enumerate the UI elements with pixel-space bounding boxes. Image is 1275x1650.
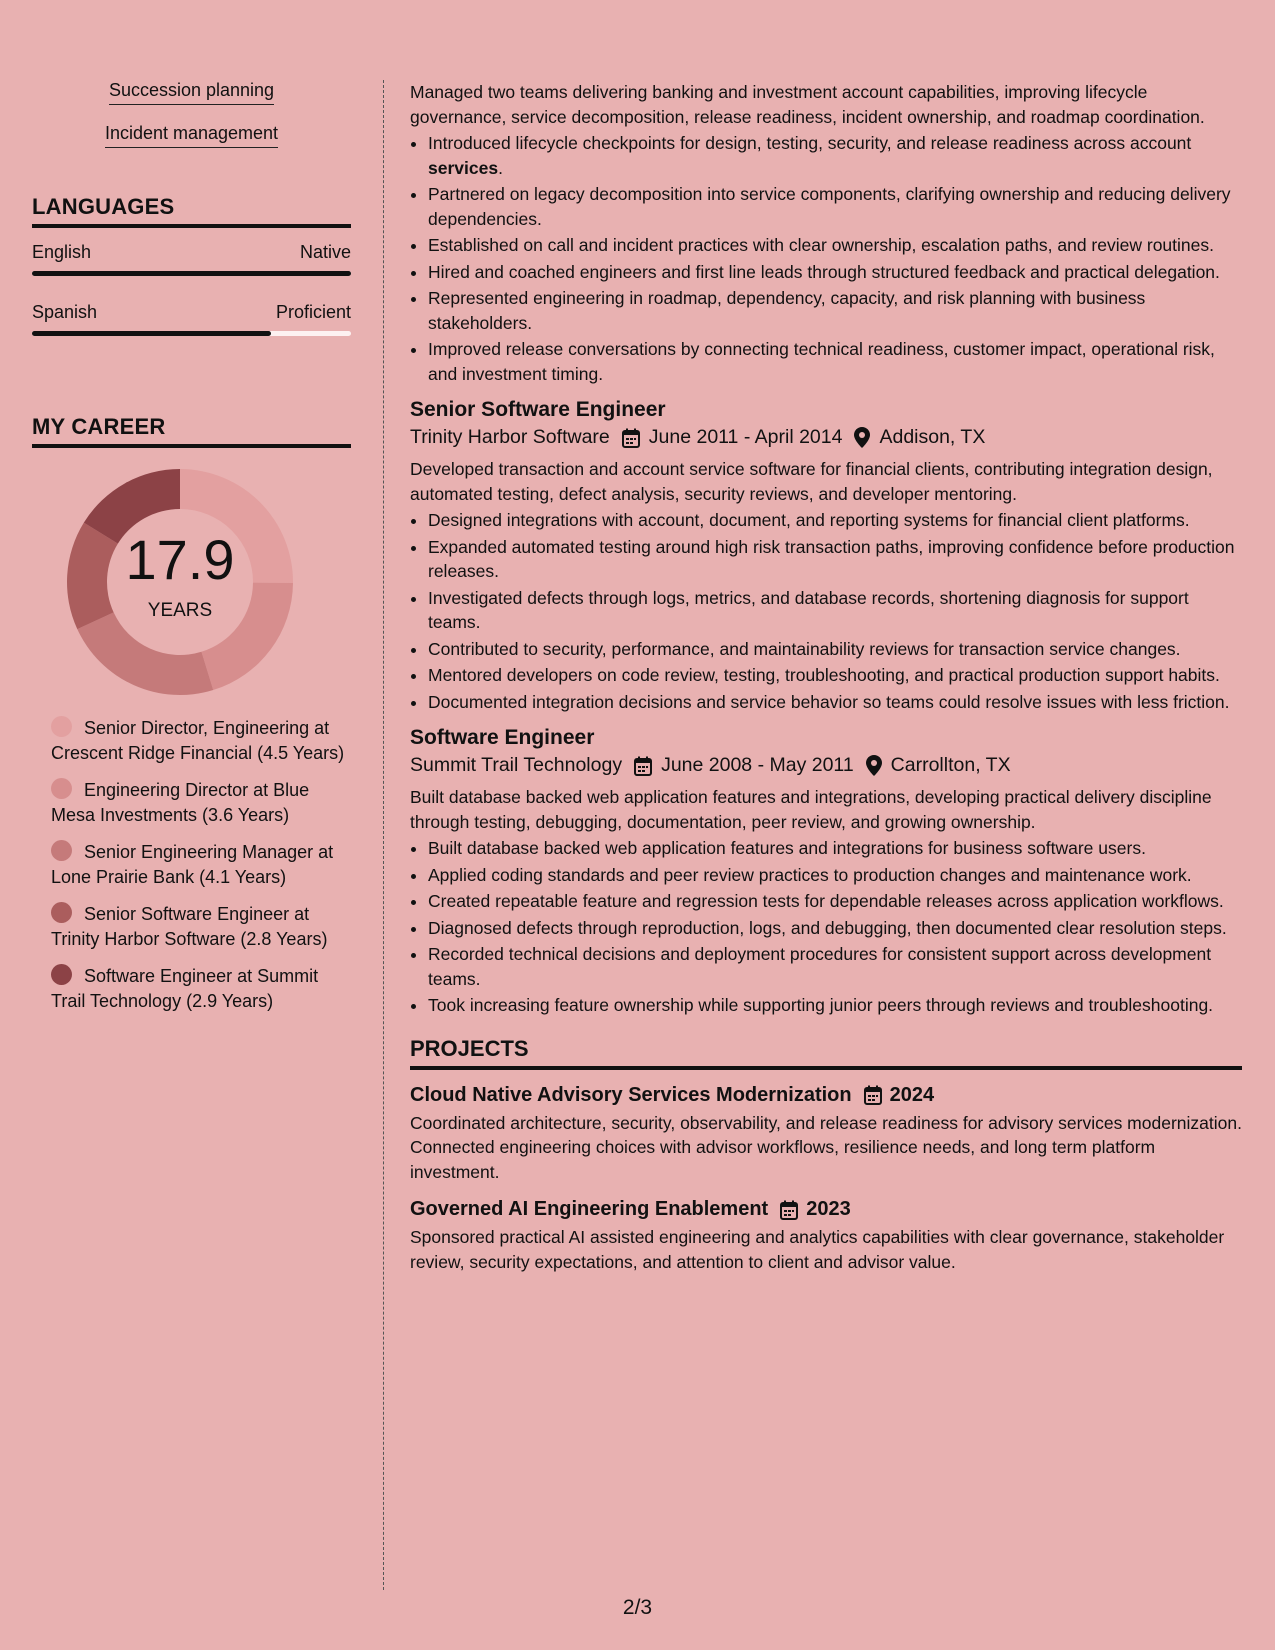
- career-donut-segment-3: [77, 612, 213, 695]
- project-item: [410, 1084, 1242, 1185]
- legend-label: Senior Software Engineer at Trinity Harbor Software (2.8 Years): [51, 904, 328, 949]
- bullet-item: • Improved release conversations by connecting technical readiness, customer impact, operational risk, and investment timing.: [428, 337, 1242, 386]
- column-divider: [383, 80, 384, 1590]
- career-legend: [32, 716, 351, 1014]
- languages-heading: LANGUAGES: [32, 194, 351, 228]
- project-description: Coordinated architecture, security, observability, and release readiness for advisory services modernization. Connected engineering choices with advisor workflows, resilience needs, and long term platform investment.: [410, 1112, 1242, 1182]
- career-legend-item: [51, 716, 351, 766]
- bullet-item: • Expanded automated testing around high risk transaction paths, improving confidence before production releases.: [428, 535, 1242, 584]
- job-location: Addison, TX: [879, 426, 986, 448]
- project-name: Governed AI Engineering Enablement: [410, 1198, 769, 1220]
- job-dates: June 2008 - May 2011: [661, 754, 854, 776]
- bullet-item: • Represented engineering in roadmap, dependency, capacity, and risk planning with business stakeholders.: [428, 286, 1242, 335]
- legend-label: Senior Engineering Manager at Lone Prairie Bank (4.1 Years): [51, 842, 334, 887]
- bullet-item: • Documented integration decisions and service behavior so teams could resolve issues with less friction.: [428, 690, 1242, 715]
- career-donut-chart: [32, 462, 351, 702]
- legend-swatch: [51, 840, 72, 861]
- language-level: Native: [299, 242, 351, 262]
- project-description: Sponsored practical AI assisted engineering and analytics capabilities with clear governance, stakeholder review, security expectations, and attention to client and advisor value.: [410, 1227, 1225, 1272]
- role-bullets: [410, 131, 1242, 386]
- language-item-spanish: [32, 302, 351, 336]
- bullet-item: • Hired and coached engineers and first line leads through structured feedback and practical delegation.: [428, 260, 1242, 285]
- calendar-icon: [622, 428, 640, 448]
- legend-swatch: [51, 964, 72, 985]
- legend-label: Engineering Director at Blue Mesa Investments (3.6 Years): [51, 780, 310, 825]
- projects-heading: PROJECTS: [410, 1036, 1242, 1070]
- page-number: 2/3: [622, 1596, 653, 1619]
- legend-label: Senior Director, Engineering at Crescent Ridge Financial (4.5 Years): [51, 718, 345, 763]
- map-pin-icon: [854, 427, 870, 448]
- job-summary: Developed transaction and account service software for financial clients, contributing integration design, automated testing, defect analysis, security reviews, and developer mentoring.: [410, 459, 1213, 504]
- bullet-item: • Took increasing feature ownership while supporting junior peers through reviews and troubleshooting.: [428, 993, 1242, 1018]
- career-legend-item: [51, 902, 351, 952]
- project-year: 2023: [806, 1198, 851, 1220]
- skill-item: Succession planning: [32, 80, 351, 105]
- bullet-item: • Recorded technical decisions and deployment procedures for consistent support across development teams.: [428, 942, 1242, 991]
- legend-swatch: [51, 902, 72, 923]
- career-donut-segment-2: [201, 583, 293, 690]
- bullet-item: • Established on call and incident practices with clear ownership, escalation paths, and review routines.: [428, 233, 1242, 258]
- role-summary: Managed two teams delivering banking and investment account capabilities, improving lifecycle governance, service decomposition, release readiness, incident ownership, and roadmap coordination.: [410, 82, 1205, 127]
- language-name: English: [32, 242, 92, 262]
- bullet-item: • Investigated defects through logs, metrics, and database records, shortening diagnosis for support teams.: [428, 586, 1242, 635]
- job-dates: June 2011 - April 2014: [648, 426, 843, 448]
- career-heading: MY CAREER: [32, 414, 351, 448]
- job-location: Carrollton, TX: [890, 754, 1011, 776]
- language-bar-fill: [32, 331, 271, 336]
- bullet-item: • Applied coding standards and peer review practices to production changes and maintenance work.: [428, 863, 1242, 888]
- legend-swatch: [51, 778, 72, 799]
- job-title: Software Engineer: [410, 726, 595, 749]
- career-total-unit: YEARS: [147, 600, 213, 621]
- language-item-english: [32, 242, 351, 276]
- language-name: Spanish: [32, 302, 98, 322]
- skill-item: Incident management: [32, 123, 351, 148]
- job-bullets: [410, 508, 1242, 714]
- career-legend-item: [51, 778, 351, 828]
- company-name: Summit Trail Technology: [410, 754, 623, 776]
- job-summary: Built database backed web application features and integrations, developing practical delivery discipline through testing, debugging, documentation, peer review, and growing ownership.: [410, 787, 1212, 832]
- job-title: Senior Software Engineer: [410, 398, 666, 421]
- bullet-item: • Mentored developers on code review, testing, troubleshooting, and practical production support habits.: [428, 663, 1242, 688]
- bullet-item: • Built database backed web application features and integrations for business software users.: [428, 836, 1242, 861]
- language-bar-fill: [32, 271, 351, 276]
- left-column: [32, 80, 351, 1026]
- right-column: [410, 80, 1242, 1274]
- bullet-item: • Created repeatable feature and regression tests for dependable releases across application workflows.: [428, 889, 1242, 914]
- job-meta: [410, 426, 1242, 449]
- career-legend-item: [51, 964, 351, 1014]
- legend-label: Software Engineer at Summit Trail Technology (2.9 Years): [51, 966, 319, 1011]
- company-name: Trinity Harbor Software: [410, 426, 610, 448]
- language-bar: [32, 331, 351, 336]
- career-total-years: 17.9: [125, 528, 235, 591]
- bullet-item: • Contributed to security, performance, and maintainability reviews for transaction service changes.: [428, 637, 1242, 662]
- bullet-item: • Diagnosed defects through reproduction, logs, and debugging, then documented clear resolution steps.: [428, 916, 1242, 941]
- project-year: 2024: [889, 1083, 935, 1106]
- project-name: Cloud Native Advisory Services Modernization: [410, 1083, 852, 1106]
- calendar-icon: [864, 1085, 882, 1105]
- map-pin-icon: [866, 755, 882, 776]
- project-item: [410, 1198, 1242, 1274]
- job-bullets: [410, 836, 1242, 1018]
- job-meta: [410, 754, 1242, 777]
- language-level: Proficient: [275, 302, 351, 322]
- calendar-icon: [780, 1200, 798, 1220]
- legend-swatch: [51, 716, 72, 737]
- bullet-item: • Designed integrations with account, document, and reporting systems for financial client platforms.: [428, 508, 1242, 533]
- calendar-icon: [634, 756, 652, 776]
- bullet-item: • Introduced lifecycle checkpoints for design, testing, security, and release readiness across account services.: [428, 131, 1242, 180]
- language-bar: [32, 271, 351, 276]
- bullet-item: • Partnered on legacy decomposition into service components, clarifying ownership and reducing delivery dependencies.: [428, 182, 1242, 231]
- career-legend-item: [51, 840, 351, 890]
